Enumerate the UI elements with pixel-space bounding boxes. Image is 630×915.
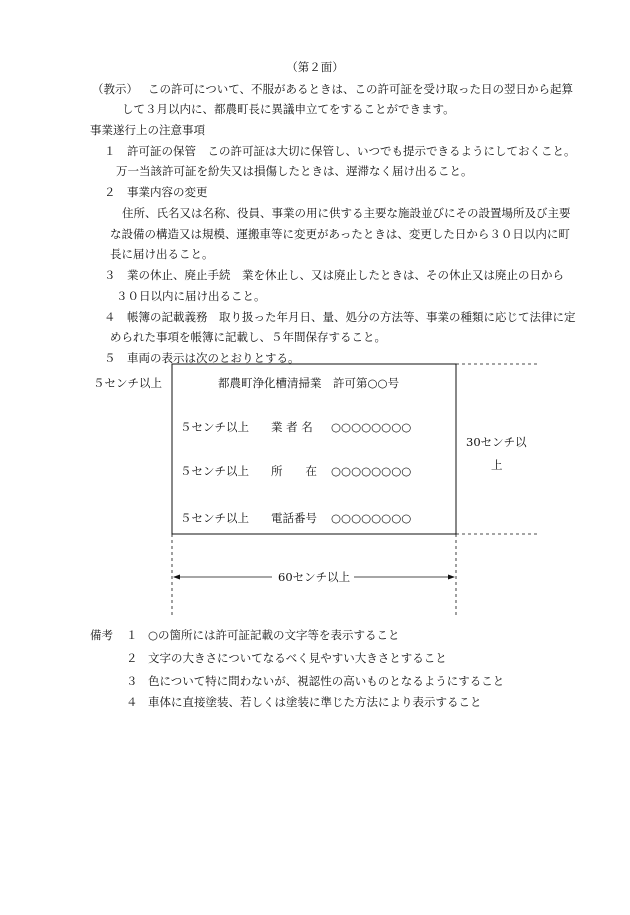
item-1-line-2: 万一当該許可証を紛失又は損傷したときは、遅滞なく届け出ること。 [116,164,473,178]
diagram-height-label-1: 30センチ以 [466,435,527,449]
item-2-line-3: な設備の構造又は規模、運搬車等に変更があったときは、変更した日から３０日以内に町 [110,227,570,241]
remarks-label: 備考 [90,628,113,642]
item-3-line-1: ３ 業の休止、廃止手続 業を休止し、又は廃止したときは、その休止又は廃止の日から [104,268,564,282]
item-4-line-1: ４ 帳簿の記載義務 取り扱った年月日、量、処分の方法等、事業の種類に応じて法律に定 [104,310,576,324]
remark-1-text: ○の箇所には許可証記載の文字等を表示すること [148,628,400,642]
diagram-height-label-2: 上 [491,458,503,472]
diagram-row-1-size: ５センチ以上 [180,420,249,434]
item-4-line-2: められた事項を帳簿に記載し、５年間保存すること。 [110,330,386,344]
diagram-row-1-label: 業 者 名 [271,420,313,434]
diagram-row-1-value: ○○○○○○○○ [331,420,412,434]
remark-1-num: １ [126,628,138,642]
diagram-title-row: 都農町浄化槽清掃業 許可第○○号 [218,376,400,390]
remark-3-text: 色について特に問わないが、視認性の高いものとなるようにすること [148,674,505,688]
item-1-line-1: １ 許可証の保管 この許可証は大切に保管し、いつでも提示できるようにしておくこと。 [104,144,576,158]
page-header: （第２面） [286,60,344,74]
item-2-line-4: 長に届け出ること。 [110,247,214,261]
item-2-line-1: ２ 事業内容の変更 [104,185,208,199]
diagram-row-2-size: ５センチ以上 [180,464,249,478]
diagram-row-2-value: ○○○○○○○○ [331,464,412,478]
diagram-width-label: 60センチ以上 [278,570,351,584]
diagram-left-size: ５センチ以上 [93,376,162,390]
diagram-row-3-size: ５センチ以上 [180,511,249,525]
notice-label: （教示） [92,82,138,96]
remark-4-text: 車体に直接塗装、若しくは塗装に準じた方法により表示すること [148,695,482,709]
section-title: 事業遂行上の注意事項 [90,123,205,137]
diagram-row-3-value: ○○○○○○○○ [331,511,412,525]
item-3-line-2: ３０日以内に届け出ること。 [116,289,266,303]
remark-3-num: ３ [126,674,138,688]
diagram-row-2-label: 所 在 [271,464,317,478]
remark-2-text: 文字の大きさについてなるべく見やすい大きさとすること [148,651,447,665]
diagram-row-3-label: 電話番号 [271,511,317,525]
item-2-line-2: 住所、氏名又は名称、役員、事業の用に供する主要な施設並びにその設置場所及び主要 [122,206,571,220]
notice-text-1: この許可について、不服があるときは、この許可証を受け取った日の翌日から起算 [148,82,574,96]
remark-4-num: ４ [126,695,138,709]
remark-2-num: ２ [126,651,138,665]
width-arrowhead-right [448,575,455,580]
item-5-line-1: ５ 車両の表示は次のとおりとする。 [104,351,300,365]
notice-text-2: して３月以内に、都農町長に異議申立てをすることができます。 [122,102,455,116]
width-arrowhead-left [173,575,180,580]
